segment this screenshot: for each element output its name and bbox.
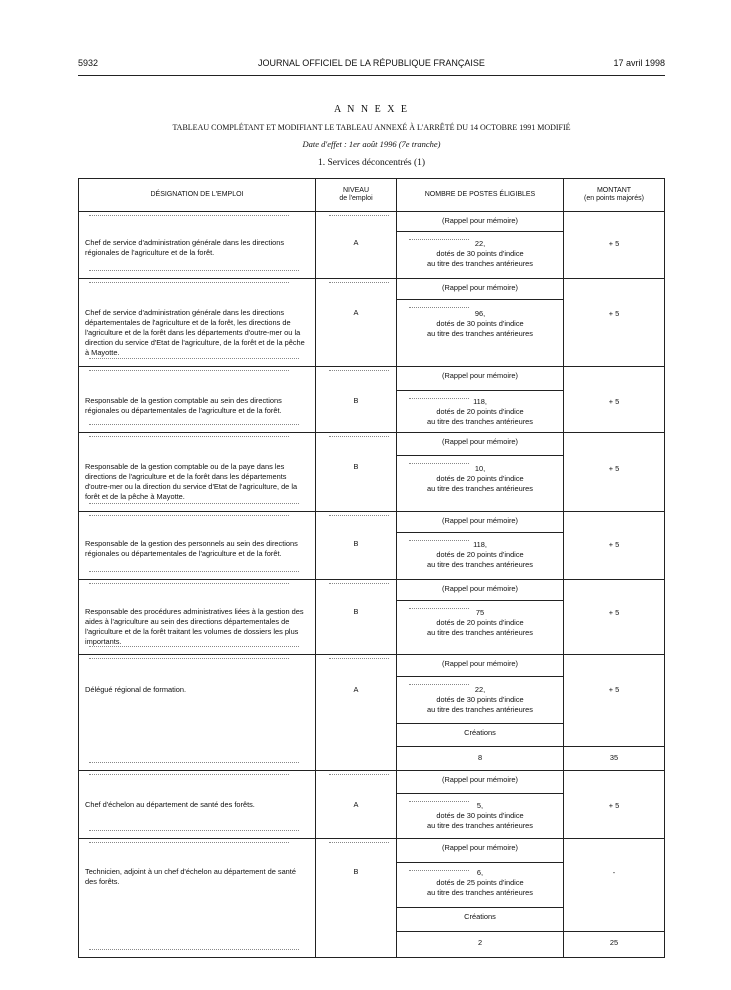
row-separator [79,579,664,580]
dotted-guide [329,658,389,659]
dotted-guide [89,270,299,271]
employment-level: B [353,396,359,405]
amount-points: + 5 [608,309,620,318]
dotted-guide [89,424,299,425]
eligible-posts-line: au titre des tranches antérieures [427,259,533,268]
dotted-guide [89,515,289,516]
row-separator [79,654,664,655]
employment-designation: Responsable des procédures administratives liées à la gestion des aides à l'agriculture au sein des directions départementales de l'agriculture et de la forêt traitant les volumes de dossiers les plus importants. [85,607,304,646]
eligible-posts [397,540,563,570]
employment-level: B [353,867,359,876]
eligible-posts-line: 118, [473,397,487,406]
eligible-posts [397,685,563,715]
employment-level: B [353,539,359,548]
reminder-label: (Rappel pour mémoire) [442,775,518,784]
dotted-guide [329,215,389,216]
eligible-posts-line: 22, [474,239,486,248]
sub-rule [397,793,563,794]
eligible-posts [397,309,563,339]
column-header-montant: MONTANT (en points majorés) [584,187,644,202]
sub-rule [397,600,563,601]
employment-designation: Délégué régional de formation. [85,685,187,694]
eligible-posts [397,239,563,269]
eligible-posts [397,801,563,831]
dotted-guide [329,842,389,843]
eligible-posts-line: au titre des tranches antérieures [427,888,533,897]
amount-points: - [612,868,616,877]
dotted-guide [89,571,299,572]
employment-level: A [353,308,359,317]
header-bottom-rule [79,211,664,212]
employment-level: A [353,800,359,809]
creations-amount: 35 [609,753,619,762]
eligible-posts-line: dotés de 25 points d'indice [436,878,524,887]
sub-rule [397,231,563,232]
sub-rule [397,390,563,391]
eligible-posts-line: dotés de 30 points d'indice [436,319,524,328]
sub-rule [397,907,563,908]
dotted-guide [89,358,299,359]
dotted-guide [329,436,389,437]
journal-title: JOURNAL OFFICIEL DE LA RÉPUBLIQUE FRANÇAISE [258,58,485,68]
eligible-posts-line: 10, [474,464,486,473]
dotted-guide [89,215,289,216]
sub-rule [397,299,563,300]
column-divider [563,179,564,957]
effective-date: Date d'effet : 1er août 1996 (7e tranche) [302,139,441,149]
employment-designation: Responsable de la gestion comptable au sein des directions régionales ou départementales de l'agriculture et de la forêt. [85,396,282,415]
eligible-posts-line: au titre des tranches antérieures [427,705,533,714]
sub-rule [397,746,563,747]
reminder-label: (Rappel pour mémoire) [442,216,518,225]
eligible-posts-line: au titre des tranches antérieures [427,329,533,338]
eligible-posts-line: dotés de 20 points d'indice [436,407,524,416]
column-header-nombre: NOMBRE DE POSTES ÉLIGIBLES [424,191,536,198]
creations-count: 8 [477,753,483,762]
amount-points: + 5 [608,540,620,549]
employment-designation: Chef de service d'administration générale dans les directions départementales de l'agriculture et de la forêt, les directions de l'agriculture et de la forêt dans les départements d'outre-mer ou la direction du service d'Etat de l'agriculture, de la forêt et de la pêche à Mayotte. [85,308,305,357]
eligible-posts-line: au titre des tranches antérieures [427,821,533,830]
dotted-guide [89,436,289,437]
dotted-guide [329,370,389,371]
creations-label: Créations [464,912,496,921]
reminder-label: (Rappel pour mémoire) [442,584,518,593]
employment-designation: Technicien, adjoint à un chef d'échelon au département de santé des forêts. [85,867,296,886]
amount-points: + 5 [608,397,620,406]
creations-amount: 25 [609,938,619,947]
row-separator [79,366,664,367]
reminder-label: (Rappel pour mémoire) [442,516,518,525]
eligible-posts-line: au titre des tranches antérieures [427,560,533,569]
eligible-posts-line: au titre des tranches antérieures [427,484,533,493]
page-header [78,58,665,72]
dotted-guide [89,658,289,659]
employment-designation: Responsable de la gestion comptable ou de la paye dans les directions de l'agriculture et de la forêt dans les départements d'outre-mer ou la direction du service d'Etat de l'agriculture, de la forêt et de la pêche à Mayotte. [85,462,298,501]
employment-designation: Responsable de la gestion des personnels au sein des directions régionales ou départementales de l'agriculture et de la forêt. [85,539,298,558]
eligible-posts-line: 5, [476,801,484,810]
column-header-designation: DÉSIGNATION DE L'EMPLOI [150,191,244,198]
dotted-guide [89,762,299,763]
eligible-posts-line: 118, [473,540,487,549]
eligible-posts [397,397,563,427]
publication-date: 17 avril 1998 [613,58,665,68]
eligible-posts-line: dotés de 30 points d'indice [436,249,524,258]
dotted-guide [329,282,389,283]
amount-points: + 5 [608,801,620,810]
reminder-label: (Rappel pour mémoire) [442,659,518,668]
employment-level: A [353,685,359,694]
dotted-guide [89,842,289,843]
dotted-guide [329,774,389,775]
row-separator [79,770,664,771]
row-separator [79,432,664,433]
employment-level: A [353,238,359,247]
dotted-guide [89,774,289,775]
reminder-label: (Rappel pour mémoire) [442,283,518,292]
reminder-label: (Rappel pour mémoire) [442,371,518,380]
dotted-guide [89,370,289,371]
dotted-guide [89,949,299,950]
sub-rule [397,532,563,533]
dotted-guide [89,282,289,283]
employment-designation: Chef de service d'administration générale dans les directions régionales de l'agriculture et de la forêt. [85,238,285,257]
page-number: 5932 [78,58,99,68]
eligible-posts [397,464,563,494]
eligible-posts-line: 6, [476,868,484,877]
sub-rule [397,455,563,456]
row-separator [79,511,664,512]
dotted-guide [409,307,469,308]
column-divider [315,179,316,957]
row-separator [79,838,664,839]
sub-rule [397,862,563,863]
reminder-label: (Rappel pour mémoire) [442,843,518,852]
eligible-posts-line: dotés de 30 points d'indice [436,811,524,820]
employment-designation: Chef d'échelon au département de santé des forêts. [85,800,255,809]
column-header-niveau: NIVEAU de l'emploi [339,187,373,202]
row-separator [79,278,664,279]
creations-count: 2 [477,938,483,947]
amount-sub-rule [563,746,664,747]
eligible-posts-line: dotés de 20 points d'indice [436,474,524,483]
amount-sub-rule [563,931,664,932]
dotted-guide [89,830,299,831]
amount-points: + 5 [608,239,620,248]
employment-level: B [353,462,359,471]
eligible-posts-line: au titre des tranches antérieures [427,417,533,426]
eligible-posts-line: dotés de 30 points d'indice [436,695,524,704]
eligible-posts [397,868,563,898]
annex-title: A N N E X E [333,104,410,115]
employment-level: B [353,607,359,616]
dotted-guide [329,583,389,584]
dotted-guide [89,503,299,504]
amount-points: + 5 [608,464,620,473]
dotted-guide [89,583,289,584]
eligible-posts-line: au titre des tranches antérieures [427,628,533,637]
amount-points: + 5 [608,685,620,694]
creations-label: Créations [464,728,496,737]
posts-table [78,178,665,958]
sub-rule [397,723,563,724]
eligible-posts-line: 75 [475,608,485,617]
section-title: 1. Services déconcentrés (1) [317,158,426,168]
eligible-posts-line: dotés de 20 points d'indice [436,618,524,627]
table-title: TABLEAU COMPLÉTANT ET MODIFIANT LE TABLEAU ANNEXÉ À L'ARRÊTÉ DU 14 OCTOBRE 1991 MODIFIÉ [172,123,571,132]
eligible-posts-line: dotés de 20 points d'indice [436,550,524,559]
eligible-posts-line: 22, [474,685,486,694]
sub-rule [397,676,563,677]
sub-rule [397,931,563,932]
eligible-posts [397,608,563,638]
header-rule [78,75,665,76]
reminder-label: (Rappel pour mémoire) [442,437,518,446]
eligible-posts-line: 96, [474,309,486,318]
dotted-guide [329,515,389,516]
amount-points: + 5 [608,608,620,617]
